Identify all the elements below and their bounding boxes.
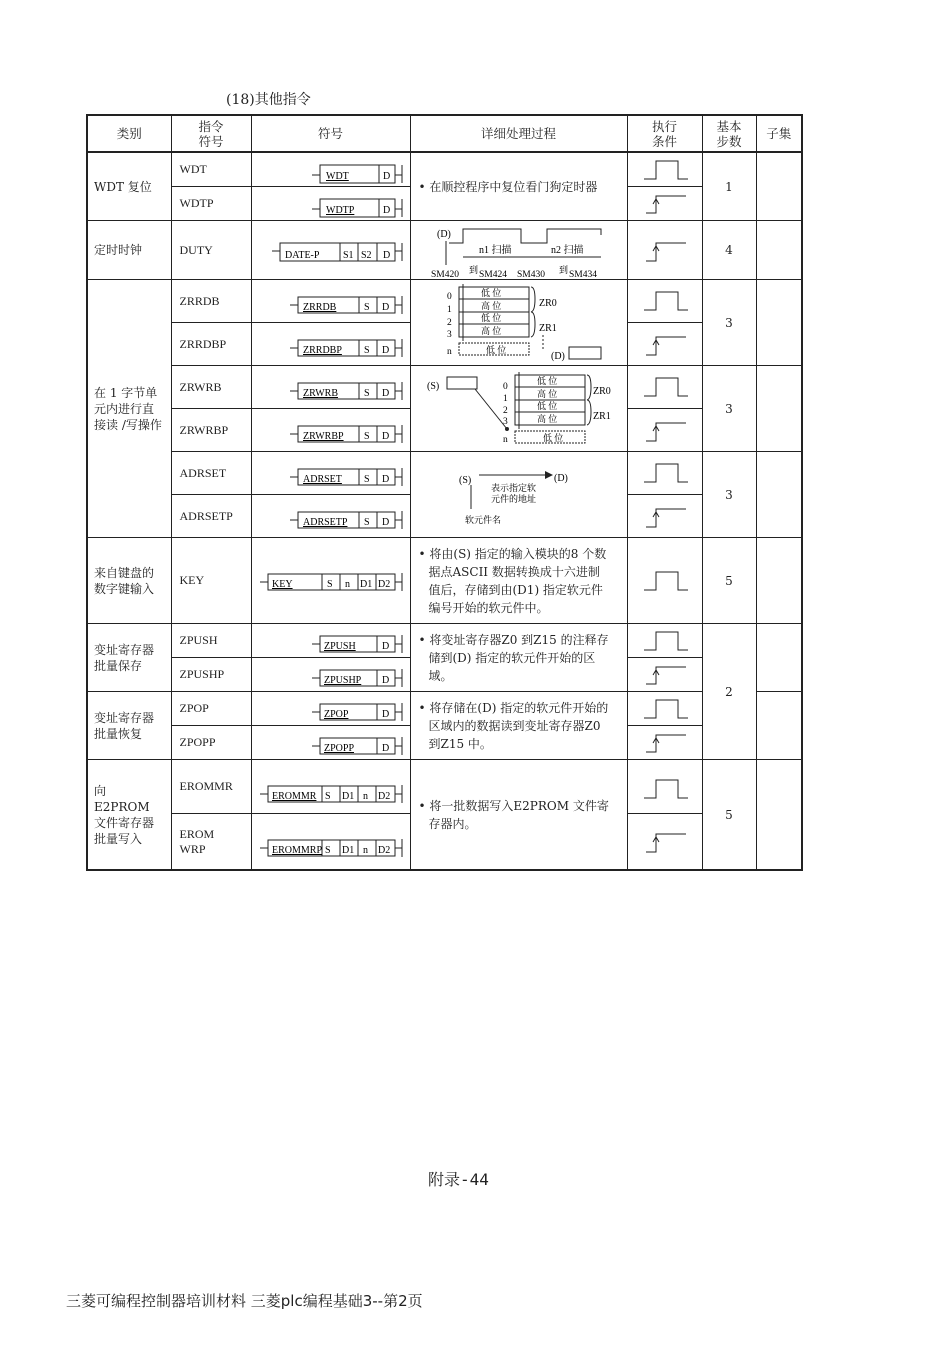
ladder-symbol-zrwrb bbox=[251, 366, 410, 409]
svg-text:低 位: 低 位 bbox=[536, 375, 557, 386]
category-zr: 在 1 字节单元内进行直接读 /写操作 bbox=[87, 280, 171, 538]
subset-zpush bbox=[756, 624, 802, 692]
table-row bbox=[87, 280, 802, 323]
svg-text:(D): (D) bbox=[436, 229, 451, 240]
instruction-erommr: EROMMR bbox=[171, 760, 251, 814]
table-row bbox=[87, 221, 802, 280]
desc-line: 据点ASCII 数据转换成十六进制 bbox=[428, 564, 600, 579]
table-row bbox=[87, 760, 802, 814]
instruction-wdt: WDT bbox=[171, 152, 251, 187]
subset-duty bbox=[756, 221, 802, 280]
category-zpush: 变址寄存器批量保存 bbox=[87, 624, 171, 692]
svg-text:S: S bbox=[363, 474, 370, 485]
header-category: 类别 bbox=[87, 115, 171, 152]
svg-text:D: D bbox=[381, 675, 389, 686]
desc-zpop bbox=[410, 692, 627, 760]
svg-text:1: 1 bbox=[446, 304, 452, 315]
header-exec bbox=[627, 115, 702, 152]
steps-zrrdb: 3 bbox=[702, 280, 756, 366]
bottom-caption: 三菱可编程控制器培训材料 三菱plc编程基础3--第2页 bbox=[66, 1292, 423, 1310]
svg-text:S2: S2 bbox=[360, 250, 372, 261]
zrrdb-diagram bbox=[410, 280, 627, 366]
desc-line: 编号开始的软元件中。 bbox=[428, 600, 549, 615]
exec-pulse-wdt bbox=[627, 152, 702, 187]
header-mnemonic-text: 指令 符号 bbox=[198, 118, 224, 149]
desc-line: 值后，存储到由(D1) 指定软元件 bbox=[428, 582, 603, 597]
svg-text:D: D bbox=[381, 517, 389, 528]
exec-rising-zpushp bbox=[627, 658, 702, 692]
svg-text:D: D bbox=[381, 388, 389, 399]
subset-adrset bbox=[756, 452, 802, 538]
ladder-name: ZPOPP bbox=[323, 743, 354, 754]
svg-text:n: n bbox=[362, 791, 368, 802]
svg-text:D: D bbox=[382, 250, 390, 261]
table-row bbox=[87, 452, 802, 495]
ladder-symbol-eromwrp bbox=[251, 814, 410, 871]
ladder-symbol-adrsetp bbox=[251, 495, 410, 538]
svg-text:SM430: SM430 bbox=[516, 270, 545, 279]
adrset-diagram bbox=[410, 452, 627, 538]
instruction-zpush: ZPUSH bbox=[171, 624, 251, 658]
instruction-eromwrp: EROM WRP bbox=[171, 814, 251, 871]
instruction-table bbox=[86, 114, 803, 871]
exec-rising-zpopp bbox=[627, 726, 702, 760]
desc-line: 区域内的数据读到变址寄存器Z0 bbox=[428, 718, 601, 733]
subset-zrrdb bbox=[756, 280, 802, 366]
exec-rising-duty bbox=[627, 221, 702, 280]
subset-zpop bbox=[756, 692, 802, 760]
svg-text:低 位: 低 位 bbox=[542, 432, 563, 443]
ladder-symbol-zpush bbox=[251, 624, 410, 658]
svg-text:n: n bbox=[446, 346, 452, 357]
svg-text:0: 0 bbox=[446, 291, 452, 302]
exec-rising-eromwrp bbox=[627, 814, 702, 871]
desc-line: 到Z15 中。 bbox=[428, 736, 492, 751]
svg-text:ZR0: ZR0 bbox=[592, 385, 611, 397]
table-row bbox=[87, 538, 802, 624]
exec-rising-zrrdbp bbox=[627, 323, 702, 366]
svg-text:D2: D2 bbox=[377, 845, 390, 856]
desc-line: 储到(D) 指定的软元件开始的区域。 bbox=[428, 650, 596, 683]
ladder-name: ZRWRBP bbox=[302, 431, 344, 442]
svg-text:低 位: 低 位 bbox=[480, 312, 501, 323]
instruction-zrrdb: ZRRDB bbox=[171, 280, 251, 323]
svg-text:高 位: 高 位 bbox=[536, 388, 557, 399]
svg-text:低 位: 低 位 bbox=[485, 344, 506, 355]
svg-text:D1: D1 bbox=[341, 791, 354, 802]
steps-wdt: 1 bbox=[702, 152, 756, 221]
svg-text:S1: S1 bbox=[342, 250, 354, 261]
svg-text:S: S bbox=[363, 345, 370, 356]
exec-rising-wdtp bbox=[627, 187, 702, 221]
ladder-name: ZPOP bbox=[323, 709, 348, 720]
svg-text:ZR1: ZR1 bbox=[538, 322, 557, 334]
ladder-symbol-zpop bbox=[251, 692, 410, 726]
svg-text:高 位: 高 位 bbox=[480, 325, 501, 336]
svg-text:D2: D2 bbox=[377, 791, 390, 802]
svg-text:SM420: SM420 bbox=[430, 270, 459, 279]
ladder-name: ZPUSHP bbox=[323, 675, 361, 686]
subset-key bbox=[756, 538, 802, 624]
table-row bbox=[87, 624, 802, 658]
header-process: 详细处理过程 bbox=[410, 115, 627, 152]
svg-text:表示指定软: 表示指定软 bbox=[490, 482, 536, 493]
steps-zpush-zpop: 2 bbox=[702, 624, 756, 760]
table-row bbox=[87, 692, 802, 726]
exec-rising-zrwrbp bbox=[627, 409, 702, 452]
exec-pulse-zpop bbox=[627, 692, 702, 726]
svg-text:2: 2 bbox=[446, 317, 452, 328]
ladder-symbol-key bbox=[251, 538, 410, 624]
ladder-symbol-duty bbox=[251, 221, 410, 280]
category-erom: 向 E2PROM 文件寄存器批量写入 bbox=[87, 760, 171, 871]
svg-text:D: D bbox=[381, 474, 389, 485]
svg-text:到: 到 bbox=[558, 265, 568, 275]
exec-rising-adrsetp bbox=[627, 495, 702, 538]
svg-text:到: 到 bbox=[468, 265, 478, 275]
steps-erom: 5 bbox=[702, 760, 756, 871]
svg-text:S: S bbox=[363, 302, 370, 313]
svg-text:3: 3 bbox=[446, 329, 452, 340]
instruction-zpushp: ZPUSHP bbox=[171, 658, 251, 692]
svg-text:(D): (D) bbox=[550, 350, 565, 362]
desc-zpush bbox=[410, 624, 627, 692]
svg-text:S: S bbox=[324, 791, 331, 802]
header-subset: 子集 bbox=[756, 115, 802, 152]
instruction-zrwrb: ZRWRB bbox=[171, 366, 251, 409]
header-exec-text: 执行 条件 bbox=[651, 118, 677, 149]
desc-erom bbox=[410, 760, 627, 871]
svg-text:D: D bbox=[381, 431, 389, 442]
desc-line: • 将存储在(D) 指定的软元件开始的 bbox=[418, 700, 609, 715]
svg-text:3: 3 bbox=[502, 416, 508, 427]
svg-text:低 位: 低 位 bbox=[480, 287, 501, 298]
exec-pulse-erommr bbox=[627, 760, 702, 814]
instruction-wdtp: WDTP bbox=[171, 187, 251, 221]
svg-text:D1: D1 bbox=[341, 845, 354, 856]
svg-text:n: n bbox=[362, 845, 368, 856]
subset-wdt bbox=[756, 152, 802, 221]
desc-line: • 将一批数据写入E2PROM 文件寄 bbox=[418, 798, 609, 813]
exec-pulse-key bbox=[627, 538, 702, 624]
svg-text:软元件名: 软元件名 bbox=[464, 514, 501, 525]
svg-text:高 位: 高 位 bbox=[480, 300, 501, 311]
header-steps-text: 基本 步数 bbox=[716, 118, 742, 149]
svg-text:(S): (S) bbox=[426, 380, 439, 392]
svg-text:元件的地址: 元件的地址 bbox=[490, 493, 536, 504]
ladder-symbol-zpushp bbox=[251, 658, 410, 692]
svg-text:ZR0: ZR0 bbox=[538, 297, 557, 309]
ladder-name: KEY bbox=[271, 579, 293, 590]
instruction-zpop: ZPOP bbox=[171, 692, 251, 726]
category-zpop: 变址寄存器批量恢复 bbox=[87, 692, 171, 760]
ladder-name: EROMMR bbox=[271, 791, 316, 802]
instruction-zrwrbp: ZRWRBP bbox=[171, 409, 251, 452]
subset-erom bbox=[756, 760, 802, 871]
header-steps bbox=[702, 115, 756, 152]
ladder-name: WDTP bbox=[325, 205, 354, 216]
desc-line: 存器内。 bbox=[428, 816, 477, 831]
svg-text:n: n bbox=[344, 579, 350, 590]
ladder-name: ZRRDBP bbox=[302, 345, 342, 356]
ladder-name: ZPUSH bbox=[323, 641, 356, 652]
svg-text:D: D bbox=[381, 345, 389, 356]
svg-text:D: D bbox=[381, 302, 389, 313]
instruction-zrrdbp: ZRRDBP bbox=[171, 323, 251, 366]
svg-text:S: S bbox=[363, 431, 370, 442]
svg-text:D: D bbox=[381, 709, 389, 720]
zrwrb-diagram bbox=[410, 366, 627, 452]
category-wdt: WDT 复位 bbox=[87, 152, 171, 221]
svg-text:ZR1: ZR1 bbox=[592, 410, 611, 422]
ladder-symbol-adrset bbox=[251, 452, 410, 495]
ladder-name: ZRRDB bbox=[302, 302, 336, 313]
ladder-symbol-wdtp bbox=[251, 187, 410, 221]
desc-line: • 将由(S) 指定的输入模块的8 个数 bbox=[418, 546, 607, 561]
svg-text:S: S bbox=[324, 845, 331, 856]
svg-text:低 位: 低 位 bbox=[536, 400, 557, 411]
svg-text:0: 0 bbox=[502, 381, 508, 392]
steps-adrset: 3 bbox=[702, 452, 756, 538]
svg-text:D2: D2 bbox=[377, 579, 390, 590]
ladder-symbol-erommr bbox=[251, 760, 410, 814]
ladder-symbol-wdt bbox=[251, 152, 410, 187]
ladder-symbol-zrrdb bbox=[251, 280, 410, 323]
header-mnemonic bbox=[171, 115, 251, 152]
table-row bbox=[87, 366, 802, 409]
svg-text:n1 扫描: n1 扫描 bbox=[478, 245, 511, 256]
desc-line: • 将变址寄存器Z0 到Z15 的注释存 bbox=[418, 632, 609, 647]
duty-diagram bbox=[410, 221, 627, 280]
exec-pulse-zrrdb bbox=[627, 280, 702, 323]
svg-text:(S): (S) bbox=[458, 474, 471, 486]
desc-key bbox=[410, 538, 627, 624]
header-symbol: 符号 bbox=[251, 115, 410, 152]
instruction-adrsetp: ADRSETP bbox=[171, 495, 251, 538]
svg-text:S: S bbox=[363, 517, 370, 528]
instruction-duty: DUTY bbox=[171, 221, 251, 280]
svg-text:S: S bbox=[363, 388, 370, 399]
category-duty: 定时时钟 bbox=[87, 221, 171, 280]
svg-text:D1: D1 bbox=[359, 579, 372, 590]
instruction-zpopp: ZPOPP bbox=[171, 726, 251, 760]
svg-text:SM434: SM434 bbox=[568, 270, 597, 279]
svg-text:2: 2 bbox=[502, 405, 508, 416]
exec-pulse-adrset bbox=[627, 452, 702, 495]
steps-key: 5 bbox=[702, 538, 756, 624]
instruction-key: KEY bbox=[171, 538, 251, 624]
svg-text:SM424: SM424 bbox=[478, 270, 507, 279]
svg-text:D: D bbox=[381, 743, 389, 754]
ladder-symbol-zpopp bbox=[251, 726, 410, 760]
svg-text:S: S bbox=[326, 579, 333, 590]
ladder-name: DATE-P bbox=[284, 250, 319, 261]
steps-duty: 4 bbox=[702, 221, 756, 280]
svg-text:D: D bbox=[381, 641, 389, 652]
exec-pulse-zpush bbox=[627, 624, 702, 658]
subset-zrwrb bbox=[756, 366, 802, 452]
section-title: (18)其他指令 bbox=[226, 92, 311, 108]
category-key: 来自键盘的数字键输入 bbox=[87, 538, 171, 624]
table-row bbox=[87, 152, 802, 187]
ladder-name: ZRWRB bbox=[302, 388, 338, 399]
instruction-adrset: ADRSET bbox=[171, 452, 251, 495]
svg-text:n2 扫描: n2 扫描 bbox=[550, 245, 583, 256]
svg-text:(D): (D) bbox=[553, 472, 568, 484]
svg-text:1: 1 bbox=[502, 393, 508, 404]
ladder-name: EROMMRP bbox=[271, 845, 322, 856]
svg-text:高 位: 高 位 bbox=[536, 413, 557, 424]
desc-wdt: • 在顺控程序中复位看门狗定时器 bbox=[410, 152, 627, 221]
page-footer: 附录-44 bbox=[428, 1170, 489, 1189]
steps-zrwrb: 3 bbox=[702, 366, 756, 452]
svg-text:D: D bbox=[382, 205, 390, 216]
ladder-name: WDT bbox=[325, 171, 349, 182]
svg-text:n: n bbox=[502, 434, 508, 445]
ladder-symbol-zrwrbp bbox=[251, 409, 410, 452]
exec-pulse-zrwrb bbox=[627, 366, 702, 409]
ladder-name: ADRSETP bbox=[302, 517, 347, 528]
svg-text:D: D bbox=[382, 171, 390, 182]
ladder-name: ADRSET bbox=[302, 474, 342, 485]
ladder-symbol-zrrdbp bbox=[251, 323, 410, 366]
